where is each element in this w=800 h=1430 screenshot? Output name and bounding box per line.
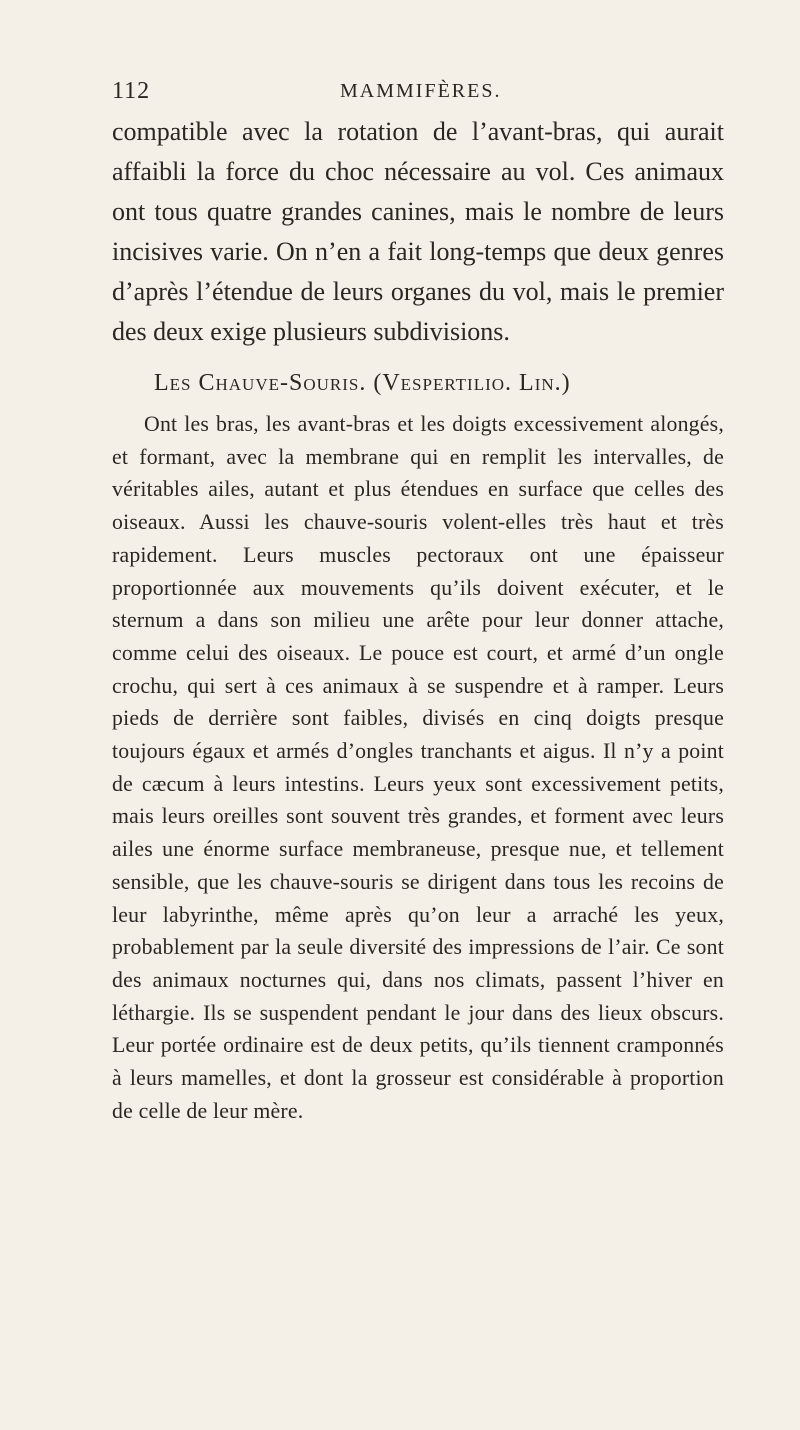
continued-paragraph: compatible avec la rotation de l’avant-bras, qui aurait affaibli la force du choc nécessaire au vol. Ces animaux ont tous quatre grandes canines, mais le nombre de leurs incisives varie. On n’en a fait long-temps que deux genres d’après l’étendue de leurs organes du vol, mais le premier des deux exige plusieurs subdivisions.	[112, 117, 724, 346]
page-header	[112, 78, 712, 110]
description-paragraph: Ont les bras, les avant-bras et les doigts excessivement alongés, et formant, avec la membrane qui en remplit les intervalles, de véritables ailes, autant et plus étendues en surface que celles des oiseaux. Aussi les chauve-souris volent-elles très haut et très rapidement. Leurs muscles pectoraux ont une épaisseur proportionnée aux mouvements qu’ils doivent exécuter, et le sternum a dans son milieu une arête pour leur donner attache, comme celui des oiseaux. Le pouce est court, et armé d’un ongle crochu, qui sert à ces animaux à se suspendre et à ramper. Leurs pieds de derrière sont faibles, divisés en cinq doigts presque toujours égaux et armés d’ongles tranchants et aigus. Il n’y a point de cæcum à leurs intestins. Leurs yeux sont excessivement petits, mais leurs oreilles sont souvent très grandes, et forment avec leurs ailes une énorme surface membraneuse, presque nue, et tellement sensible, que les chauve-souris se dirigent dans tous les recoins de leur labyrinthe, même après qu’on leur a arraché les yeux, probablement par la seule diversité des impressions de l’air. Ce sont des animaux nocturnes qui, dans nos climats, passent l’hiver en léthargie. Ils se suspendent pendant le jour dans des lieux obscurs. Leur portée ordinaire est de deux petits, qu’ils tiennent cramponnés à leurs mamelles, et dont la grosseur est considérable à proportion de celle de leur mère.	[112, 412, 724, 1123]
page-number: 112	[112, 78, 151, 104]
section-heading: Les Chauve-Souris. (Vespertilio. Lin.)	[154, 370, 571, 396]
text-block	[112, 112, 724, 1127]
running-head: MAMMIFÈRES.	[340, 80, 502, 102]
